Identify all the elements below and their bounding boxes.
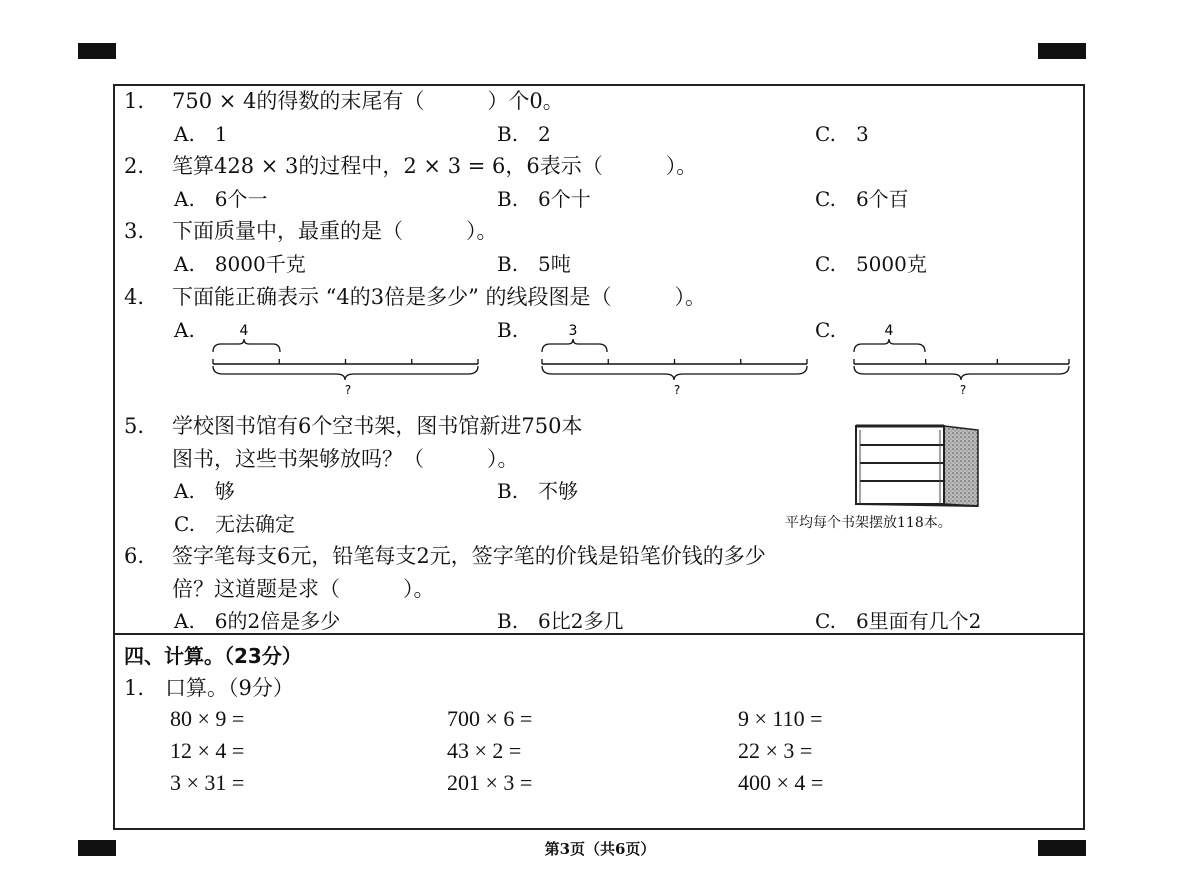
q4-diagram-c-top-brace [854, 339, 925, 352]
calc-item: 22 × 3 = [738, 738, 813, 763]
q4-option-a[interactable]: A. [174, 318, 195, 342]
q5-option-c[interactable]: C. 无法确定 [174, 512, 295, 536]
q6-option-b[interactable]: B. 6比2多几 [497, 609, 624, 633]
q6-option-c[interactable]: C. 6里面有几个2 [815, 609, 982, 633]
subsection-title: 1. 口算。（9分） [124, 676, 294, 700]
q2-option-c[interactable]: C. 6个百 [815, 187, 909, 211]
q5-text-line1: 学校图书馆有6个空书架，图书馆新进750本 [172, 414, 583, 438]
q1-number: 1. [124, 89, 145, 113]
q6-option-a[interactable]: A. 6的2倍是多少 [174, 609, 341, 633]
q4-diagram-a-bottom-brace [213, 366, 478, 380]
q3-option-a[interactable]: A. 8000千克 [174, 252, 306, 276]
registration-mark-top-left [78, 43, 116, 59]
q2-number: 2. [124, 154, 145, 178]
q4-option-c[interactable]: C. [815, 318, 836, 342]
q2-option-a[interactable]: A. 6个一 [174, 187, 268, 211]
q4-diagram-a-top-label: 4 [239, 323, 249, 339]
calc-item: 12 × 4 = [170, 738, 245, 763]
q6-text-line2: 倍？这道题是求（ ）。 [172, 577, 435, 601]
registration-mark-top-right [1038, 43, 1086, 59]
q4-diagram-b-top-brace [542, 339, 607, 352]
q5-text-line2: 图书，这些书架够放吗？（ ）。 [172, 447, 519, 471]
q4-diagram-b-question-mark: ? [673, 383, 681, 397]
q4-diagram-a-question-mark: ? [344, 383, 352, 397]
calc-item: 9 × 110 = [738, 706, 823, 731]
q3-option-c[interactable]: C. 5000克 [815, 252, 927, 276]
q3-option-b[interactable]: B. 5吨 [497, 252, 571, 276]
q4-diagram-a [208, 318, 488, 400]
q5-option-a[interactable]: A. 够 [174, 479, 235, 503]
calc-item: 201 × 3 = [447, 770, 533, 795]
calc-item: 400 × 4 = [738, 770, 824, 795]
q5-option-b[interactable]: B. 不够 [497, 479, 579, 503]
q4-diagram-c-bottom-brace [854, 366, 1069, 380]
calc-item: 700 × 6 = [447, 706, 533, 731]
q6-number: 6. [124, 544, 145, 568]
q2-option-b[interactable]: B. 6个十 [497, 187, 591, 211]
q4-option-b[interactable]: B. [497, 318, 519, 342]
q4-diagram-a-top-brace [213, 339, 280, 352]
q4-diagram-c-question-mark: ? [959, 383, 967, 397]
q1-text: 750 × 4的得数的末尾有（ ）个0。 [172, 89, 564, 113]
q1-option-b[interactable]: B. 2 [497, 122, 551, 146]
section-divider [113, 633, 1085, 635]
calc-item: 3 × 31 = [170, 770, 245, 795]
page-footer: 第3页（共6页） [544, 840, 656, 858]
q4-diagram-b [537, 318, 817, 400]
q4-diagram-b-top-label: 3 [568, 323, 578, 339]
q2-text: 笔算428 × 3的过程中，2 × 3 = 6，6表示（ ）。 [172, 154, 698, 178]
q4-diagram-c-top-label: 4 [884, 323, 894, 339]
q3-number: 3. [124, 219, 145, 243]
q5-number: 5. [124, 414, 145, 438]
calc-item: 80 × 9 = [170, 706, 245, 731]
bookshelf-caption: 平均每个书架摆放118本。 [785, 515, 952, 531]
q1-option-a[interactable]: A. 1 [174, 122, 228, 146]
q3-text: 下面质量中，最重的是（ ）。 [172, 219, 498, 243]
section-title: 四、计算。（23分） [124, 644, 302, 668]
q4-number: 4. [124, 285, 145, 309]
q4-diagram-c [849, 318, 1079, 400]
q4-diagram-b-bottom-brace [542, 366, 807, 380]
q4-text: 下面能正确表示 “4的3倍是多少” 的线段图是（ ）。 [172, 285, 707, 309]
q6-text-line1: 签字笔每支6元，铅笔每支2元，签字笔的价钱是铅笔价钱的多少 [172, 544, 766, 568]
q1-option-c[interactable]: C. 3 [815, 122, 869, 146]
bookshelf-image [852, 420, 982, 510]
calc-item: 43 × 2 = [447, 738, 522, 763]
